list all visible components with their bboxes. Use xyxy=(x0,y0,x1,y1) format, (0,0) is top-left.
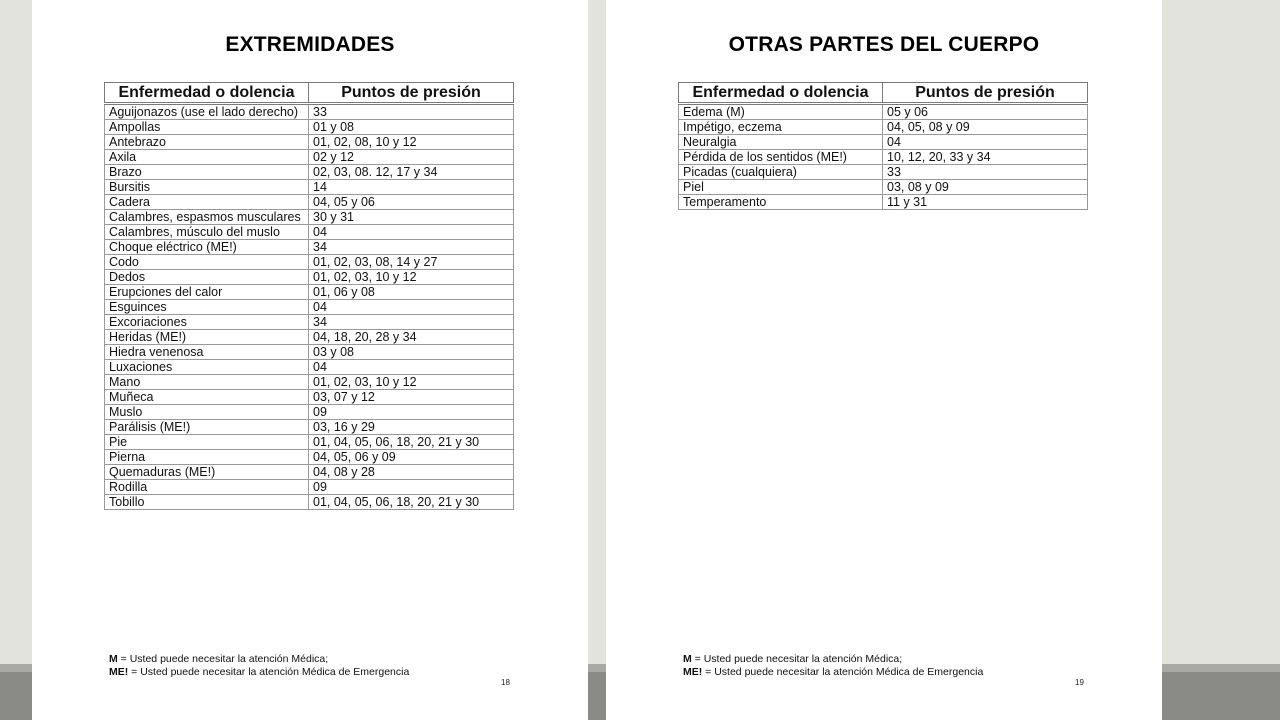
table-row xyxy=(679,120,1088,135)
table-row xyxy=(679,150,1088,165)
ailment-cell: Temperamento xyxy=(679,195,883,210)
points-cell: 09 xyxy=(309,480,514,495)
table-row xyxy=(105,450,514,465)
table-header-row xyxy=(679,83,1088,104)
ailment-cell: Brazo xyxy=(105,165,309,180)
points-cell: 33 xyxy=(883,165,1088,180)
ailment-cell: Picadas (cualquiera) xyxy=(679,165,883,180)
legend xyxy=(109,653,409,679)
pressure-points-table xyxy=(104,82,514,510)
column-header-ailment: Enfermedad o dolencia xyxy=(105,83,309,104)
points-cell: 04, 05, 08 y 09 xyxy=(883,120,1088,135)
points-cell: 04 xyxy=(309,300,514,315)
legend-line-me xyxy=(683,666,983,679)
table-row xyxy=(679,135,1088,150)
page-number: 18 xyxy=(501,678,510,687)
column-header-points: Puntos de presión xyxy=(309,83,514,104)
ailment-cell: Choque eléctrico (ME!) xyxy=(105,240,309,255)
ailment-cell: Hiedra venenosa xyxy=(105,345,309,360)
ailment-cell: Piel xyxy=(679,180,883,195)
ailment-cell: Erupciones del calor xyxy=(105,285,309,300)
table-row xyxy=(679,195,1088,210)
table-row xyxy=(105,345,514,360)
points-cell: 01, 04, 05, 06, 18, 20, 21 y 30 xyxy=(309,495,514,510)
column-header-ailment: Enfermedad o dolencia xyxy=(679,83,883,104)
table-row xyxy=(105,300,514,315)
points-cell: 10, 12, 20, 33 y 34 xyxy=(883,150,1088,165)
points-cell: 03 y 08 xyxy=(309,345,514,360)
table-row xyxy=(105,210,514,225)
ailment-cell: Axila xyxy=(105,150,309,165)
ailment-cell: Mano xyxy=(105,375,309,390)
ailment-cell: Quemaduras (ME!) xyxy=(105,465,309,480)
points-cell: 01, 02, 03, 08, 14 y 27 xyxy=(309,255,514,270)
legend-text-m: = Usted puede necesitar la atención Médica; xyxy=(691,653,903,665)
points-cell: 14 xyxy=(309,180,514,195)
table-row xyxy=(105,330,514,345)
table-row xyxy=(105,240,514,255)
points-cell: 01 y 08 xyxy=(309,120,514,135)
table-row xyxy=(105,405,514,420)
points-cell: 01, 02, 03, 10 y 12 xyxy=(309,270,514,285)
pressure-points-table xyxy=(678,82,1088,210)
ailment-cell: Tobillo xyxy=(105,495,309,510)
points-cell: 01, 02, 03, 10 y 12 xyxy=(309,375,514,390)
table-row xyxy=(105,390,514,405)
table-row xyxy=(105,180,514,195)
table-row xyxy=(679,180,1088,195)
table-row xyxy=(105,420,514,435)
table-row xyxy=(105,195,514,210)
ailment-cell: Aguijonazos (use el lado derecho) xyxy=(105,104,309,120)
page-left xyxy=(32,0,588,720)
ailment-cell: Muñeca xyxy=(105,390,309,405)
ailment-cell: Luxaciones xyxy=(105,360,309,375)
ailment-cell: Excoriaciones xyxy=(105,315,309,330)
table-row xyxy=(105,255,514,270)
points-cell: 03, 16 y 29 xyxy=(309,420,514,435)
points-cell: 01, 04, 05, 06, 18, 20, 21 y 30 xyxy=(309,435,514,450)
legend-line-me xyxy=(109,666,409,679)
points-cell: 03, 08 y 09 xyxy=(883,180,1088,195)
ailment-cell: Pierna xyxy=(105,450,309,465)
page-title: EXTREMIDADES xyxy=(225,33,395,56)
points-cell: 33 xyxy=(309,104,514,120)
table-row xyxy=(105,360,514,375)
points-cell: 02, 03, 08. 12, 17 y 34 xyxy=(309,165,514,180)
ailment-cell: Dedos xyxy=(105,270,309,285)
legend-line-m xyxy=(683,653,983,666)
ailment-cell: Neuralgia xyxy=(679,135,883,150)
table-row xyxy=(105,465,514,480)
points-cell: 04 xyxy=(883,135,1088,150)
points-cell: 34 xyxy=(309,315,514,330)
points-cell: 30 y 31 xyxy=(309,210,514,225)
ailment-cell: Calambres, músculo del muslo xyxy=(105,225,309,240)
ailment-cell: Codo xyxy=(105,255,309,270)
page-right xyxy=(606,0,1162,720)
points-cell: 34 xyxy=(309,240,514,255)
ailment-cell: Parálisis (ME!) xyxy=(105,420,309,435)
points-cell: 11 y 31 xyxy=(883,195,1088,210)
ailment-cell: Esguinces xyxy=(105,300,309,315)
points-cell: 01, 02, 08, 10 y 12 xyxy=(309,135,514,150)
table-row xyxy=(105,315,514,330)
page-title: OTRAS PARTES DEL CUERPO xyxy=(728,33,1040,56)
points-cell: 09 xyxy=(309,405,514,420)
ailment-cell: Pie xyxy=(105,435,309,450)
legend-text-me: = Usted puede necesitar la atención Médica de Emergencia xyxy=(128,666,410,678)
table-row xyxy=(679,104,1088,120)
legend-key-m: M xyxy=(109,653,118,665)
legend-text-me: = Usted puede necesitar la atención Médica de Emergencia xyxy=(702,666,984,678)
table-row xyxy=(105,285,514,300)
points-cell: 04, 05 y 06 xyxy=(309,195,514,210)
ailment-cell: Pérdida de los sentidos (ME!) xyxy=(679,150,883,165)
legend-key-me: ME! xyxy=(109,666,129,678)
ailment-cell: Cadera xyxy=(105,195,309,210)
table-row xyxy=(105,150,514,165)
ailment-cell: Ampollas xyxy=(105,120,309,135)
points-cell: 04, 18, 20, 28 y 34 xyxy=(309,330,514,345)
points-cell: 02 y 12 xyxy=(309,150,514,165)
table-row xyxy=(105,225,514,240)
table-row xyxy=(105,104,514,120)
ailment-cell: Rodilla xyxy=(105,480,309,495)
table-row xyxy=(105,375,514,390)
legend-line-m xyxy=(109,653,409,666)
points-cell: 04, 05, 06 y 09 xyxy=(309,450,514,465)
table-body xyxy=(105,104,514,510)
points-cell: 05 y 06 xyxy=(883,104,1088,120)
page-number: 19 xyxy=(1075,678,1084,687)
points-cell: 04 xyxy=(309,225,514,240)
table-row xyxy=(105,270,514,285)
ailment-cell: Impétigo, eczema xyxy=(679,120,883,135)
ailment-cell: Edema (M) xyxy=(679,104,883,120)
points-cell: 04, 08 y 28 xyxy=(309,465,514,480)
legend-text-m: = Usted puede necesitar la atención Médica; xyxy=(117,653,329,665)
table-row xyxy=(679,165,1088,180)
table-row xyxy=(105,165,514,180)
points-cell: 01, 06 y 08 xyxy=(309,285,514,300)
table-header-row xyxy=(105,83,514,104)
ailment-cell: Calambres, espasmos musculares xyxy=(105,210,309,225)
table-row xyxy=(105,435,514,450)
ailment-cell: Muslo xyxy=(105,405,309,420)
table-row xyxy=(105,120,514,135)
legend-key-me: ME! xyxy=(683,666,703,678)
table-row xyxy=(105,480,514,495)
legend-key-m: M xyxy=(683,653,692,665)
ailment-cell: Heridas (ME!) xyxy=(105,330,309,345)
ailment-cell: Antebrazo xyxy=(105,135,309,150)
table-row xyxy=(105,495,514,510)
points-cell: 04 xyxy=(309,360,514,375)
table-body xyxy=(679,104,1088,210)
table-row xyxy=(105,135,514,150)
points-cell: 03, 07 y 12 xyxy=(309,390,514,405)
legend xyxy=(683,653,983,679)
ailment-cell: Bursitis xyxy=(105,180,309,195)
column-header-points: Puntos de presión xyxy=(883,83,1088,104)
